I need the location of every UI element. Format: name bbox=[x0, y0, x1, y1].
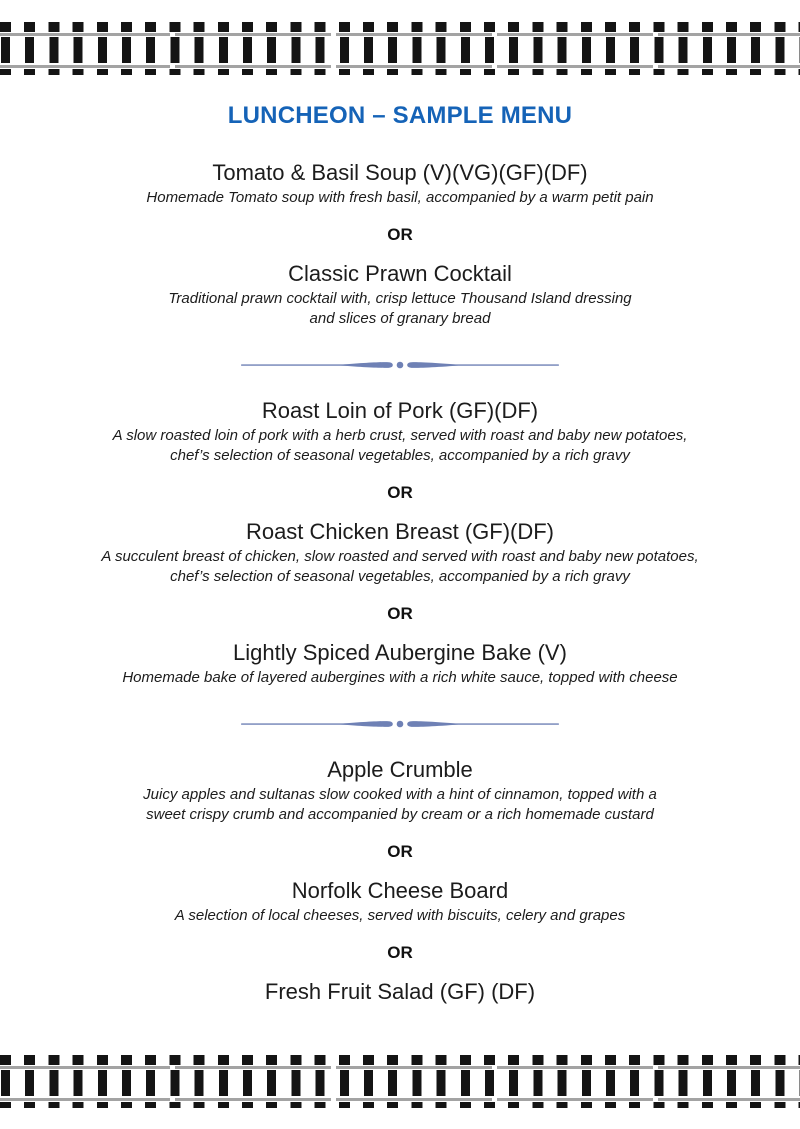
menu-item-description: sweet crispy crumb and accompanied by cream or a rich homemade custard bbox=[146, 806, 654, 823]
or-separator: OR bbox=[387, 483, 413, 502]
menu-item-name: Fresh Fruit Salad (GF) (DF) bbox=[264, 979, 536, 1004]
course-desserts bbox=[143, 756, 657, 1005]
menu-item-description: A slow roasted loin of pork with a herb crust, served with roast and baby new potatoes, bbox=[112, 427, 688, 444]
or-separator: OR bbox=[387, 943, 413, 962]
menu-item-name: Roast Chicken Breast (GF)(DF) bbox=[245, 519, 555, 544]
menu-item-description: chef’s selection of seasonal vegetables, accompanied by a rich gravy bbox=[170, 568, 630, 585]
railroad-ties-icon bbox=[0, 1070, 800, 1096]
course-starters bbox=[146, 159, 653, 329]
railroad-ties-icon bbox=[0, 22, 800, 32]
menu-item-description: Homemade bake of layered aubergines with a rich white sauce, topped with cheese bbox=[122, 669, 678, 686]
menu-item-name: Apple Crumble bbox=[327, 757, 473, 782]
railroad-ties-icon bbox=[0, 1055, 800, 1065]
menu-item-description: A succulent breast of chicken, slow roasted and served with roast and baby new potatoes, bbox=[101, 548, 699, 565]
railroad-ties-icon bbox=[0, 37, 800, 63]
menu-item-description: chef’s selection of seasonal vegetables, accompanied by a rich gravy bbox=[170, 447, 630, 464]
flourish-divider bbox=[241, 358, 559, 372]
railroad-ties-icon bbox=[0, 1102, 800, 1108]
menu-item-name: Lightly Spiced Aubergine Bake (V) bbox=[233, 640, 567, 665]
railroad-rail-icon bbox=[0, 33, 800, 36]
railroad-ties-icon bbox=[0, 69, 800, 75]
railroad-track-top bbox=[0, 22, 800, 75]
course-mains bbox=[101, 397, 698, 688]
flourish-divider-icon bbox=[241, 717, 559, 731]
or-separator: OR bbox=[387, 604, 413, 623]
menu-item-name: Norfolk Cheese Board bbox=[291, 878, 509, 903]
menu-item-description: Juicy apples and sultanas slow cooked with a hint of cinnamon, topped with a bbox=[143, 786, 657, 803]
menu-item-description: and slices of granary bread bbox=[309, 310, 491, 327]
railroad-rail-icon bbox=[0, 65, 800, 68]
menu-item-description: A selection of local cheeses, served with biscuits, celery and grapes bbox=[174, 907, 626, 924]
menu-item-name: Tomato & Basil Soup (V)(VG)(GF)(DF) bbox=[212, 160, 588, 185]
railroad-track-bottom bbox=[0, 1055, 800, 1108]
menu-item-description: Homemade Tomato soup with fresh basil, accompanied by a warm petit pain bbox=[146, 189, 654, 206]
railroad-rail-icon bbox=[0, 1066, 800, 1069]
or-separator: OR bbox=[387, 842, 413, 861]
menu-item-name: Roast Loin of Pork (GF)(DF) bbox=[261, 398, 539, 423]
flourish-divider bbox=[241, 717, 559, 731]
railroad-rail-icon bbox=[0, 1098, 800, 1101]
menu-item-description: Traditional prawn cocktail with, crisp lettuce Thousand Island dressing bbox=[168, 290, 632, 307]
page-title: LUNCHEON – SAMPLE MENU bbox=[227, 102, 573, 129]
flourish-divider-icon bbox=[241, 358, 559, 372]
or-separator: OR bbox=[387, 225, 413, 244]
menu-item-name: Classic Prawn Cocktail bbox=[288, 261, 512, 286]
